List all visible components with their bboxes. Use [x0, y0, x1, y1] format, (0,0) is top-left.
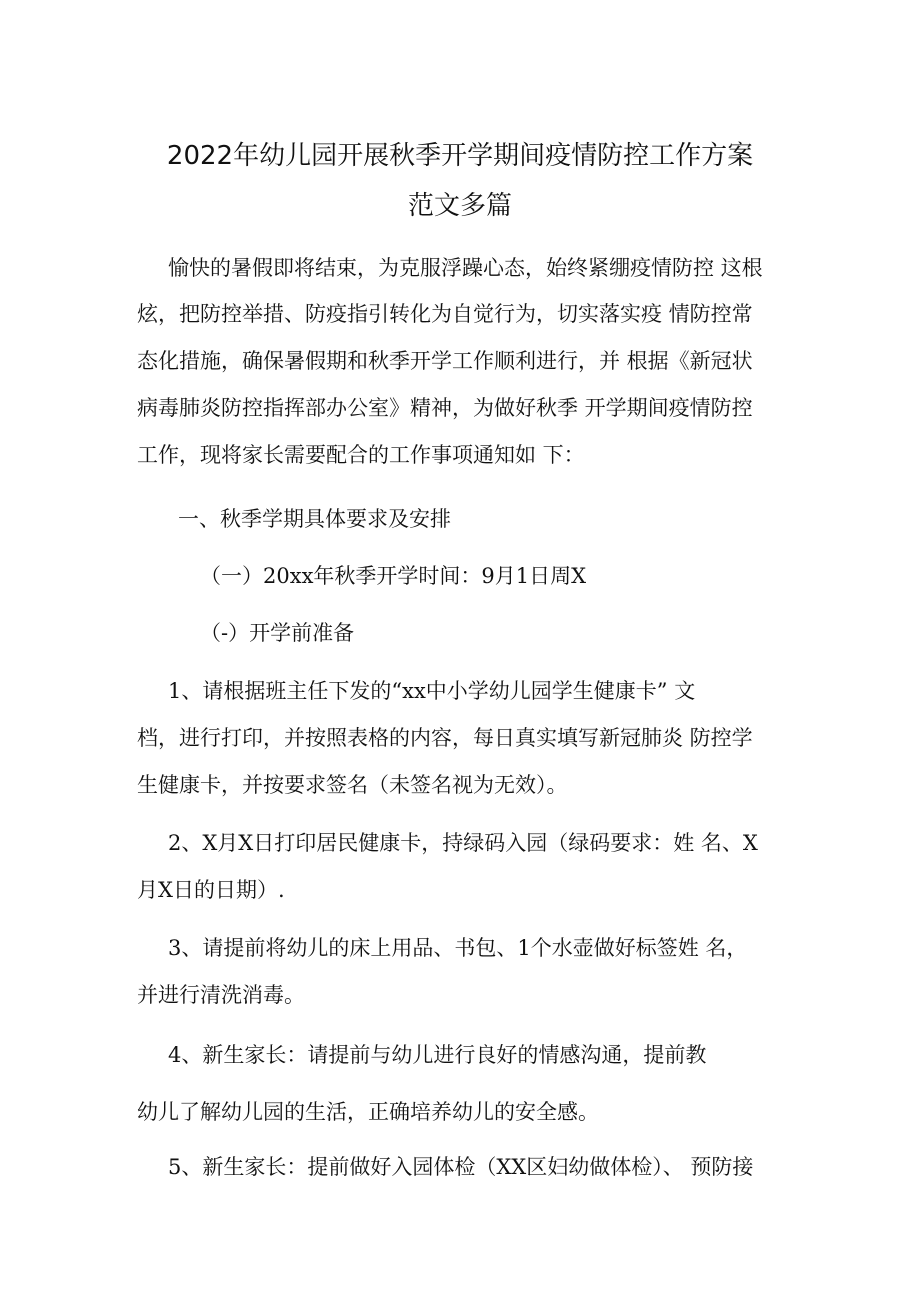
paragraph-intro-line-3: 态化措施，确保暑假期和秋季开学工作顺利进行，并 根据《新冠状 — [137, 349, 753, 373]
paragraph-intro-line-1: 愉快的暑假即将结束，为克服浮躁心态，始终紧绷疫情防控 这根 — [168, 256, 763, 280]
item-5-line-1: 5、新生家长：提前做好入园体检（XX区妇幼做体检）、 预防接 — [168, 1155, 754, 1179]
item-2-line-2: 月X日的日期）. — [137, 878, 285, 902]
item-4-line-1: 4、新生家长：请提前与幼儿进行良好的情感沟通，提前教 — [168, 1043, 707, 1067]
subsection-heading-2: （-）开学前准备 — [200, 621, 355, 645]
item-2-line-1: 2、X月X日打印居民健康卡，持绿码入园（绿码要求：姓 名、X — [168, 831, 758, 855]
subsection-heading-1: （一）20xx年秋季开学时间：9月1日周X — [200, 564, 587, 588]
item-3-line-1: 3、请提前将幼儿的床上用品、书包、1个水壶做好标签姓 名， — [168, 936, 748, 960]
paragraph-intro-line-2: 炫，把防控举措、防疫指引转化为自觉行为，切实落实疫 情防控常 — [137, 302, 753, 326]
item-1-line-1: 1、请根据班主任下发的“xx中小学幼儿园学生健康卡” 文 — [168, 679, 696, 703]
paragraph-intro-line-5: 工作，现将家长需要配合的工作事项通知如 下： — [137, 443, 585, 467]
document-title-line-1: 2022年幼儿园开展秋季开学期间疫情防控工作方案 — [166, 141, 754, 171]
paragraph-intro-line-4: 病毒肺炎防控指挥部办公室》精神，为做好秋季 开学期间疫情防控 — [137, 396, 753, 420]
document-title-line-2: 范文多篇 — [407, 191, 512, 221]
section-heading-1: 一、秋季学期具体要求及安排 — [178, 507, 451, 531]
item-4-line-2: 幼儿了解幼儿园的生活，正确培养幼儿的安全感。 — [137, 1100, 599, 1124]
item-1-line-2: 档，进行打印，并按照表格的内容，每日真实填写新冠肺炎 防控学 — [137, 726, 753, 750]
item-1-line-3: 生健康卡，并按要求签名（未签名视为无效）。 — [137, 773, 568, 797]
item-3-line-2: 并进行清洗消毒。 — [137, 983, 305, 1007]
